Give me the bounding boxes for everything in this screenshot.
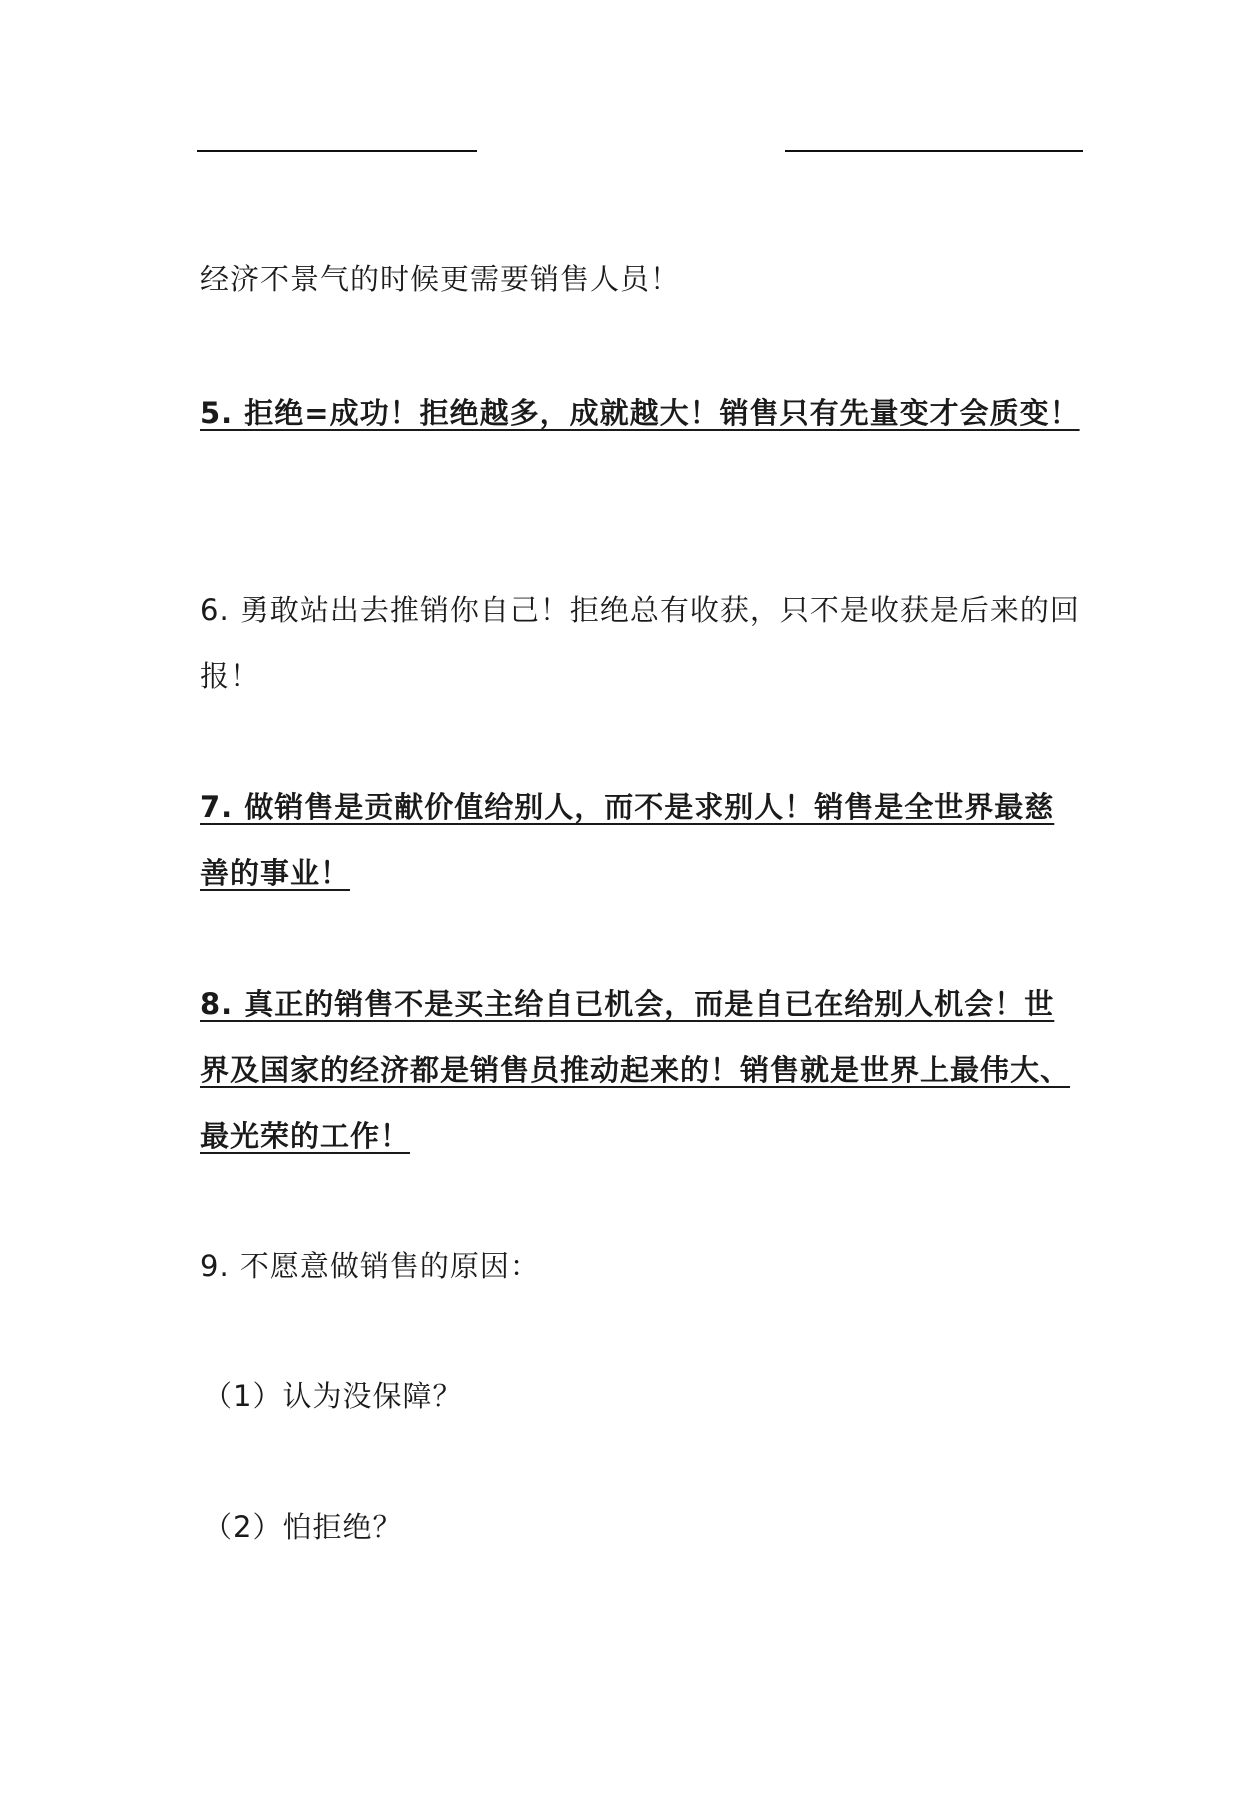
reason-1: （1）认为没保障？: [203, 1379, 463, 1413]
point-5: [200, 380, 1080, 446]
signature-line-right: [785, 150, 1083, 152]
signature-line-left: [197, 150, 477, 152]
point-6: 6. 勇敢站出去推销你自己！拒绝总有收获，只不是收获是后来的回报！: [200, 593, 1080, 693]
point-7-text: 7. 做销售是贡献价值给别人，而不是求别人！销售是全世界最慈善的事业！: [200, 790, 1055, 890]
reason-2: （2）怕拒绝？: [203, 1510, 403, 1544]
point-9-heading: 9. 不愿意做销售的原因：: [200, 1249, 540, 1283]
point-5-text: 5. 拒绝=成功！拒绝越多，成就越大！销售只有先量变才会质变！: [200, 396, 1080, 430]
point-7: [200, 774, 1080, 906]
point-8: [200, 971, 1080, 1169]
intro-line: 经济不景气的时候更需要销售人员！: [200, 262, 681, 296]
point-8-text: 8. 真正的销售不是买主给自已机会，而是自已在给别人机会！世界及国家的经济都是销售员推动起来的！销售就是世界上最伟大、最光荣的工作！: [200, 987, 1071, 1153]
